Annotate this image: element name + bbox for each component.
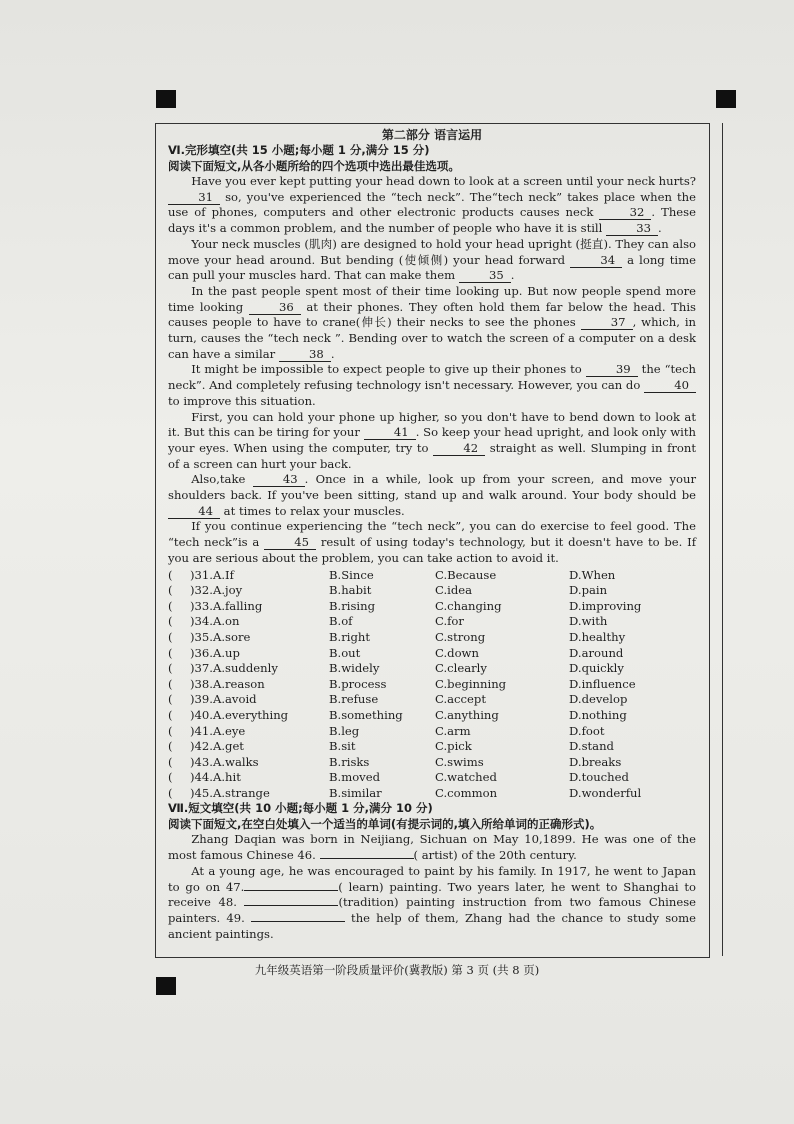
- text: result of using today's technology, but it doesn't have to be. If you are serious about the problem, you can take action to avoid it.: [168, 535, 696, 565]
- answer-paren[interactable]: (: [168, 785, 173, 800]
- option-a: )35.A.sore: [190, 629, 251, 644]
- option-b: B.sit: [329, 739, 356, 754]
- option-d: D.foot: [569, 723, 605, 738]
- blank-43: 43: [253, 473, 305, 487]
- option-row: [168, 599, 696, 615]
- option-row: [168, 646, 696, 662]
- answer-paren[interactable]: (: [168, 692, 173, 707]
- option-c: C.down: [435, 645, 479, 660]
- text: It might be impossible to expect people to give up their phones to: [191, 362, 586, 377]
- option-d: D.around: [569, 645, 624, 660]
- cloze-paragraph: [168, 174, 696, 237]
- option-a: )44.A.hit: [190, 770, 241, 785]
- text: First, you can hold your phone up higher, so you don't have to bend down to look at it. But this can be tiring for your: [168, 409, 696, 440]
- option-row: [168, 739, 696, 755]
- option-c: C.idea: [435, 583, 473, 598]
- option-a: )34.A.on: [190, 614, 240, 629]
- text: ( learn) painting. Two years later, he went to Shanghai to receive 48.: [168, 879, 696, 910]
- text: so, you've experienced the “tech neck”. The“tech neck” takes place when the use of phones, computers and other electronic products causes neck: [168, 189, 696, 220]
- answer-paren[interactable]: (: [168, 645, 173, 660]
- answer-paren[interactable]: (: [168, 598, 173, 613]
- option-row: [168, 568, 696, 584]
- cloze-paragraph: [168, 410, 696, 473]
- corner-mark-bottom-left: [156, 977, 176, 995]
- text: Zhang Daqian was born in Neijiang, Sichuan on May 10,1899. He was one of the most famous Chinese 46.: [168, 832, 696, 863]
- option-c: C.accept: [435, 692, 486, 707]
- option-b: B.Since: [329, 567, 374, 582]
- text: If you continue experiencing the “tech neck”, you can do exercise to feel good. The “tech neck”is a: [168, 519, 696, 550]
- option-d: D.breaks: [569, 754, 622, 769]
- answer-paren[interactable]: (: [168, 567, 173, 582]
- option-a: )38.A.reason: [190, 676, 265, 691]
- section7-heading: Ⅶ.短文填空(共 10 小题;每小题 1 分,满分 10 分): [168, 801, 433, 816]
- blank-47[interactable]: [244, 890, 338, 891]
- option-row: [168, 677, 696, 693]
- page-content: [168, 127, 696, 942]
- option-d: D.with: [569, 614, 608, 629]
- text: Also,take: [191, 472, 253, 487]
- option-list: [168, 568, 696, 802]
- option-a: )40.A.everything: [190, 707, 289, 722]
- option-a: )41.A.eye: [190, 723, 246, 738]
- option-a: )39.A.avoid: [190, 692, 257, 707]
- blank-33: 33: [606, 222, 658, 236]
- answer-paren[interactable]: (: [168, 770, 173, 785]
- blank-38: 38: [279, 348, 331, 362]
- option-row: [168, 755, 696, 771]
- option-d: D.influence: [569, 676, 636, 691]
- option-c: C.Because: [435, 567, 497, 582]
- blank-35: 35: [459, 269, 511, 283]
- answer-paren[interactable]: (: [168, 629, 173, 644]
- section6-instruction: 阅读下面短文,从各小题所给的四个选项中选出最佳选项。: [168, 158, 460, 173]
- cloze-paragraph: [168, 519, 696, 566]
- blank-42: 42: [433, 442, 485, 456]
- corner-mark-top-left: [156, 90, 176, 108]
- option-b: B.risks: [329, 754, 370, 769]
- option-a: )43.A.walks: [190, 754, 259, 769]
- blank-32: 32: [599, 206, 651, 220]
- option-c: C.watched: [435, 770, 497, 785]
- answer-paren[interactable]: (: [168, 723, 173, 738]
- option-d: D.develop: [569, 692, 628, 707]
- blank-48[interactable]: [244, 905, 338, 906]
- section6-heading: Ⅵ.完形填空(共 15 小题;每小题 1 分,满分 15 分): [168, 143, 430, 157]
- fill-paragraph: [168, 832, 696, 863]
- answer-paren[interactable]: (: [168, 676, 173, 691]
- text: . So keep your head upright, and look only with your eyes. When using the computer, try to: [168, 425, 696, 455]
- option-row: [168, 770, 696, 786]
- text: straight as well. Slumping in front of a screen can hurt your back.: [168, 440, 697, 471]
- text: the “tech neck”. And completely refusing technology isn't necessary. However, you can do: [168, 362, 696, 393]
- option-row: [168, 614, 696, 630]
- text: the help of them, Zhang had the chance to study some ancient paintings.: [168, 911, 696, 941]
- option-a: )42.A.get: [190, 739, 244, 754]
- text: at times to relax your muscles.: [220, 503, 405, 518]
- text: a long time can pull your muscles hard. That can make them: [168, 252, 696, 283]
- option-c: C.swims: [435, 754, 484, 769]
- blank-45: 45: [264, 536, 316, 550]
- option-d: D.healthy: [569, 629, 626, 644]
- option-b: B.refuse: [329, 692, 379, 707]
- cloze-paragraph: [168, 362, 696, 409]
- option-a: )31.A.If: [190, 567, 234, 582]
- option-c: C.arm: [435, 723, 471, 738]
- text: . Once in a while, look up from your screen, and move your shoulders back. If you've been sitting, stand up and walk around. Your body should be: [168, 472, 696, 503]
- option-c: C.pick: [435, 739, 472, 754]
- text: to improve this situation.: [168, 393, 316, 408]
- option-b: B.of: [329, 614, 353, 629]
- option-d: D.quickly: [569, 661, 624, 676]
- option-c: C.beginning: [435, 676, 507, 691]
- part-title: 第二部分 语言运用: [381, 128, 483, 142]
- cloze-paragraph: [168, 472, 696, 519]
- cloze-paragraph: [168, 237, 696, 284]
- blank-37: 37: [581, 316, 633, 330]
- option-b: B.moved: [329, 770, 381, 785]
- answer-paren[interactable]: (: [168, 614, 173, 629]
- blank-34: 34: [570, 254, 622, 268]
- option-d: D.wonderful: [569, 785, 642, 800]
- text: . These days it's a common problem, and the number of people who have it is still: [168, 205, 696, 236]
- cloze-paragraph: [168, 284, 696, 363]
- answer-paren[interactable]: (: [168, 583, 173, 598]
- option-b: B.widely: [329, 661, 380, 676]
- corner-mark-top-right: [716, 90, 736, 108]
- section7-instruction: 阅读下面短文,在空白处填入一个适当的单词(有提示词的,填入所给单词的正确形式)。: [168, 816, 602, 831]
- option-d: D.pain: [569, 583, 608, 598]
- answer-paren[interactable]: (: [168, 754, 173, 769]
- answer-paren[interactable]: (: [168, 707, 173, 722]
- option-b: B.process: [329, 676, 387, 691]
- option-d: D.stand: [569, 739, 614, 754]
- option-c: C.strong: [435, 629, 486, 644]
- text: .: [510, 268, 515, 283]
- right-divider: [722, 123, 723, 956]
- text: .: [658, 221, 662, 236]
- option-a: )37.A.suddenly: [190, 661, 278, 676]
- text: ( artist) of the 20th century.: [413, 848, 577, 863]
- option-b: B.something: [329, 707, 403, 722]
- answer-paren[interactable]: (: [168, 739, 173, 754]
- option-b: B.similar: [329, 785, 382, 800]
- blank-36: 36: [249, 301, 301, 315]
- option-row: [168, 724, 696, 740]
- text: Your neck muscles (肌肉) are designed to hold your head upright (挺直). They can also move your head around. But bending (使倾侧) your head forward: [168, 236, 696, 267]
- option-row: [168, 786, 696, 802]
- blank-46[interactable]: [320, 858, 414, 859]
- text: Have you ever kept putting your head down to look at a screen until your neck hurts?: [191, 174, 696, 188]
- blank-40: 40: [644, 379, 696, 393]
- blank-31: 31: [168, 191, 220, 205]
- blank-44: 44: [168, 505, 220, 519]
- option-b: B.out: [329, 645, 361, 660]
- option-c: C.anything: [435, 707, 499, 722]
- blank-41: 41: [364, 426, 416, 440]
- option-d: D.When: [569, 567, 616, 582]
- text: At a young age, he was encouraged to paint by his family. In 1917, he went to Japan to go on 47.: [168, 863, 696, 894]
- option-c: C.for: [435, 614, 464, 629]
- text: In the past people spent most of their time looking up. But now people spend more time looking: [168, 283, 696, 314]
- option-row: [168, 692, 696, 708]
- option-a: )45.A.strange: [190, 785, 270, 800]
- option-a: )33.A.falling: [190, 598, 263, 613]
- option-d: D.nothing: [569, 707, 627, 722]
- text: (tradition) painting instruction from two famous Chinese painters. 49.: [168, 895, 697, 925]
- fill-paragraph: [168, 864, 696, 943]
- option-b: B.rising: [329, 598, 376, 613]
- option-b: B.right: [329, 629, 371, 644]
- option-row: [168, 661, 696, 677]
- option-d: D.touched: [569, 770, 629, 785]
- text: .: [330, 346, 335, 361]
- text: , which, in turn, causes the “tech neck ”. Bending over to watch the screen of a computer on a desk can have a similar: [168, 315, 696, 361]
- option-c: C.common: [435, 785, 498, 800]
- blank-49[interactable]: [251, 921, 345, 922]
- option-a: )36.A.up: [190, 645, 240, 660]
- text: at their phones. They often hold them far below the head. This causes people to have to crane(伸长) their necks to see the phones: [168, 299, 697, 330]
- option-b: B.leg: [329, 723, 360, 738]
- page-footer: 九年级英语第一阶段质量评价(冀教版) 第 3 页 (共 8 页): [254, 963, 540, 977]
- option-row: [168, 630, 696, 646]
- option-d: D.improving: [569, 598, 642, 613]
- option-b: B.habit: [329, 583, 372, 598]
- answer-paren[interactable]: (: [168, 661, 173, 676]
- option-row: [168, 583, 696, 599]
- blank-39: 39: [586, 363, 638, 377]
- option-c: C.clearly: [435, 661, 487, 676]
- option-a: )32.A.joy: [190, 583, 243, 598]
- option-c: C.changing: [435, 598, 502, 613]
- option-row: [168, 708, 696, 724]
